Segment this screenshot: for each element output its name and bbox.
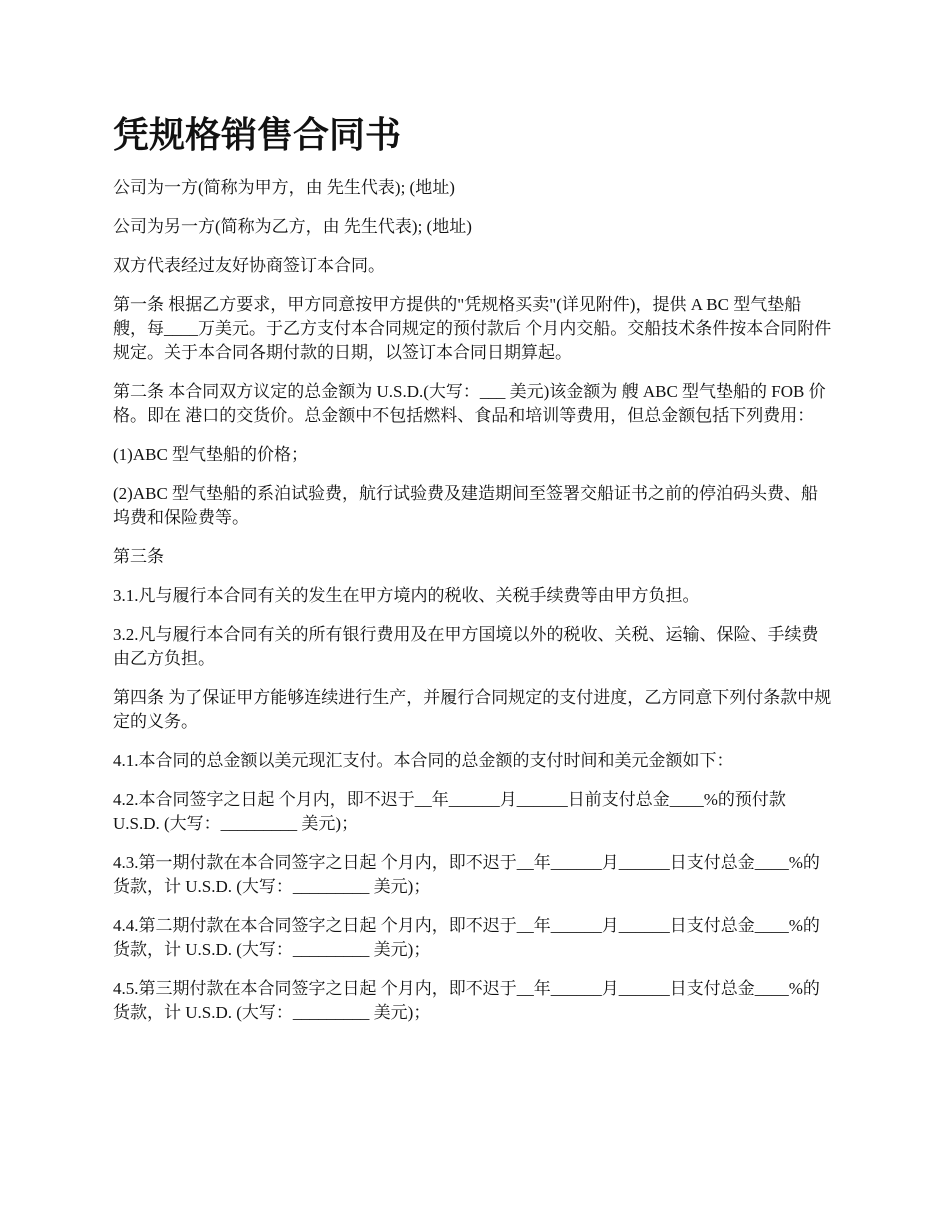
article-2-item-1: (1)ABC 型气垫船的价格； (113, 445, 309, 464)
article-3-heading: 第三条 (113, 547, 164, 566)
clause-4-3: 4.3.第一期付款在本合同签字之日起 个月内，即不迟于__年______月______日支付总金____%的货款，计 U.S.D. (大写：_________ 美元)； (113, 853, 820, 896)
clause-4-4: 4.4.第二期付款在本合同签字之日起 个月内，即不迟于__年______月______日支付总金____%的货款，计 U.S.D. (大写：_________ 美元)； (113, 916, 820, 959)
party-a-line: 公司为一方(简称为甲方，由 先生代表); (地址) (113, 178, 455, 197)
agreement-intro: 双方代表经过友好协商签订本合同。 (113, 256, 385, 275)
clause-4-5: 4.5.第三期付款在本合同签字之日起 个月内，即不迟于__年______月______日支付总金____%的货款，计 U.S.D. (大写：_________ 美元)； (113, 979, 820, 1022)
document-page (113, 108, 835, 1040)
document-title: 凭规格销售合同书 (113, 115, 402, 156)
clause-3-2: 3.2.凡与履行本合同有关的所有银行费用及在甲方国境以外的税收、关税、运输、保险、手续费由乙方负担。 (113, 625, 819, 668)
article-2: 第二条 本合同双方议定的总金额为 U.S.D.(大写：___ 美元)该金额为 艘 ABC 型气垫船的 FOB 价格。即在 港口的交货价。总金额中不包括燃料、食品和培训等费用，但总金额包括下列费用： (113, 382, 826, 425)
clause-3-1: 3.1.凡与履行本合同有关的发生在甲方境内的税收、关税手续费等由甲方负担。 (113, 586, 700, 605)
article-1: 第一条 根据乙方要求，甲方同意按甲方提供的"凭规格买卖"(详见附件)，提供 A BC 型气垫船 艘，每____万美元。于乙方支付本合同规定的预付款后 个月内交船。交船技术条件按本合同附件规定。关于本合同各期付款的日期，以签订本合同日期算起。 (113, 295, 832, 362)
article-2-item-2: (2)ABC 型气垫船的系泊试验费，航行试验费及建造期间至签署交船证书之前的停泊码头费、船坞费和保险费等。 (113, 484, 819, 527)
article-4: 第四条 为了保证甲方能够连续进行生产，并履行合同规定的支付进度，乙方同意下列付条款中规定的义务。 (113, 688, 832, 731)
party-b-line: 公司为另一方(简称为乙方，由 先生代表); (地址) (113, 217, 472, 236)
clause-4-1: 4.1.本合同的总金额以美元现汇支付。本合同的总金额的支付时间和美元金额如下： (113, 751, 734, 770)
clause-4-2: 4.2.本合同签字之日起 个月内，即不迟于__年______月______日前支付总金____%的预付款 U.S.D. (大写：_________ 美元)； (113, 790, 786, 833)
